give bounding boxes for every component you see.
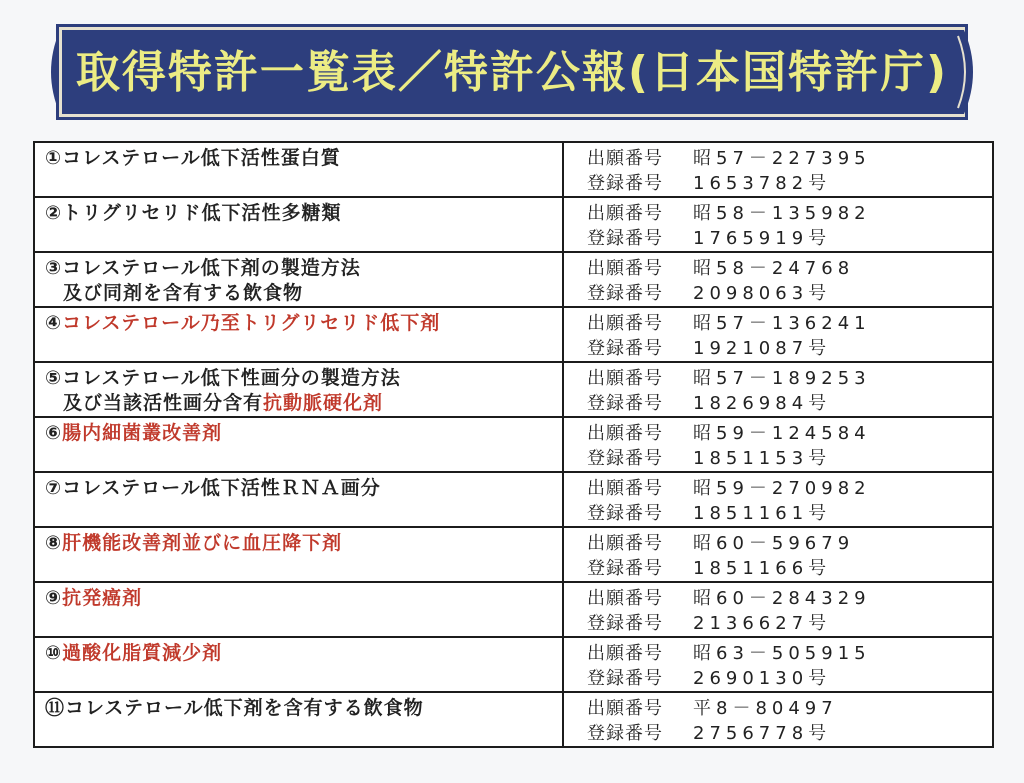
table-row	[34, 197, 993, 252]
table-row	[34, 527, 993, 582]
application-number: 昭57－136241	[693, 313, 871, 334]
patent-name-cell	[34, 252, 563, 307]
registration-line	[587, 611, 992, 636]
table-row	[34, 637, 993, 692]
table-row	[34, 307, 993, 362]
patent-name: ①コレステロール低下活性蛋白質	[45, 147, 341, 169]
patent-table-body	[34, 142, 993, 747]
application-line	[587, 696, 992, 721]
title-banner	[36, 24, 988, 120]
application-label: 出願番号	[587, 588, 663, 609]
patent-name: ⑦コレステロール低下活性ＲＮＡ画分	[45, 477, 381, 499]
patent-number-cell	[563, 527, 993, 582]
registration-line	[587, 721, 992, 746]
patent-name-cell	[34, 197, 563, 252]
registration-number: 2098063号	[693, 283, 832, 304]
registration-label: 登録番号	[587, 283, 663, 304]
patent-number-cell	[563, 582, 993, 637]
table-row	[34, 142, 993, 197]
patent-name-cell	[34, 142, 563, 197]
registration-number: 1851161号	[693, 503, 832, 524]
registration-line	[587, 226, 992, 251]
registration-line	[587, 501, 992, 526]
patent-name: ⑨	[45, 587, 63, 609]
registration-label: 登録番号	[587, 448, 663, 469]
patent-name-cell	[34, 637, 563, 692]
patent-table	[33, 141, 994, 748]
table-row	[34, 417, 993, 472]
registration-label: 登録番号	[587, 613, 663, 634]
registration-label: 登録番号	[587, 558, 663, 579]
registration-number: 2136627号	[693, 613, 832, 634]
table-row	[34, 582, 993, 637]
patent-name: ⑩	[45, 642, 63, 664]
registration-number: 1765919号	[693, 228, 832, 249]
registration-number: 1851153号	[693, 448, 832, 469]
application-label: 出願番号	[587, 258, 663, 279]
application-label: 出願番号	[587, 643, 663, 664]
table-row	[34, 692, 993, 747]
registration-number: 1851166号	[693, 558, 832, 579]
patent-name-highlight: 過酸化脂質減少剤	[62, 642, 223, 664]
patent-name-cell	[34, 527, 563, 582]
application-label: 出願番号	[587, 698, 663, 719]
patent-name-highlight: 腸内細菌叢改善剤	[62, 422, 223, 444]
application-number: 昭58－135982	[693, 203, 871, 224]
registration-label: 登録番号	[587, 723, 663, 744]
registration-number: 1921087号	[693, 338, 832, 359]
application-line	[587, 641, 992, 666]
application-number: 昭58－24768	[693, 258, 855, 279]
patent-name-cell	[34, 307, 563, 362]
registration-label: 登録番号	[587, 393, 663, 414]
application-number: 昭57－227395	[693, 148, 871, 169]
patent-number-cell	[563, 307, 993, 362]
patent-number-cell	[563, 362, 993, 417]
registration-number: 1826984号	[693, 393, 832, 414]
application-number: 昭63－505915	[693, 643, 871, 664]
application-line	[587, 256, 992, 281]
application-line	[587, 146, 992, 171]
patent-number-cell	[563, 142, 993, 197]
table-row	[34, 362, 993, 417]
patent-name-highlight: 抗発癌剤	[62, 587, 143, 609]
patent-number-cell	[563, 417, 993, 472]
registration-line	[587, 281, 992, 306]
registration-line	[587, 391, 992, 416]
patent-number-cell	[563, 252, 993, 307]
table-row	[34, 252, 993, 307]
banner-right-ornament	[948, 30, 988, 114]
patent-name-highlight: コレステロール乃至トリグリセリド低下剤	[62, 312, 441, 334]
registration-label: 登録番号	[587, 228, 663, 249]
patent-name: ③コレステロール低下剤の製造方法	[45, 257, 361, 279]
patent-number-cell	[563, 637, 993, 692]
registration-line	[587, 556, 992, 581]
patent-name-line2-text: 及び同剤を含有する飲食物	[63, 282, 304, 304]
patent-number-cell	[563, 472, 993, 527]
application-line	[587, 201, 992, 226]
application-line	[587, 586, 992, 611]
registration-label: 登録番号	[587, 173, 663, 194]
patent-name-line2-highlight: 抗動脈硬化剤	[263, 392, 384, 414]
registration-number: 2690130号	[693, 668, 832, 689]
registration-line	[587, 171, 992, 196]
application-line	[587, 311, 992, 336]
application-number: 昭57－189253	[693, 368, 871, 389]
registration-label: 登録番号	[587, 668, 663, 689]
table-row	[34, 472, 993, 527]
patent-name-highlight: 肝機能改善剤並びに血圧降下剤	[62, 532, 343, 554]
patent-name: ⑪コレステロール低下剤を含有する飲食物	[45, 697, 424, 719]
patent-name-line2-text: 及び当該活性画分含有	[63, 392, 264, 414]
application-line	[587, 531, 992, 556]
application-line	[587, 366, 992, 391]
patent-name: ④	[45, 312, 63, 334]
patent-name: ⑥	[45, 422, 63, 444]
patent-name: ②トリグリセリド低下活性多糖類	[45, 202, 342, 224]
patent-name-cell	[34, 692, 563, 747]
application-number: 平8－80497	[693, 698, 838, 719]
registration-line	[587, 446, 992, 471]
application-label: 出願番号	[587, 478, 663, 499]
patent-name-cell	[34, 362, 563, 417]
registration-line	[587, 336, 992, 361]
application-label: 出願番号	[587, 423, 663, 444]
patent-name-cell	[34, 472, 563, 527]
application-line	[587, 421, 992, 446]
patent-name-line2	[45, 281, 562, 306]
patent-number-cell	[563, 692, 993, 747]
registration-line	[587, 666, 992, 691]
application-number: 昭60－59679	[693, 533, 855, 554]
registration-label: 登録番号	[587, 338, 663, 359]
patent-name-cell	[34, 417, 563, 472]
application-line	[587, 476, 992, 501]
application-number: 昭59－270982	[693, 478, 871, 499]
patent-name: ⑤コレステロール低下性画分の製造方法	[45, 367, 401, 389]
application-label: 出願番号	[587, 368, 663, 389]
application-label: 出願番号	[587, 533, 663, 554]
patent-name-cell	[34, 582, 563, 637]
patent-name-line2	[45, 391, 562, 416]
application-label: 出願番号	[587, 313, 663, 334]
page-title: 取得特許一覧表／特許公報(日本国特許庁)	[75, 47, 949, 98]
patent-name: ⑧	[45, 532, 63, 554]
application-number: 昭60－284329	[693, 588, 871, 609]
application-number: 昭59－124584	[693, 423, 871, 444]
application-label: 出願番号	[587, 203, 663, 224]
title-banner-panel	[56, 24, 968, 120]
patent-number-cell	[563, 197, 993, 252]
registration-label: 登録番号	[587, 503, 663, 524]
registration-number: 1653782号	[693, 173, 832, 194]
registration-number: 2756778号	[693, 723, 832, 744]
application-label: 出願番号	[587, 148, 663, 169]
